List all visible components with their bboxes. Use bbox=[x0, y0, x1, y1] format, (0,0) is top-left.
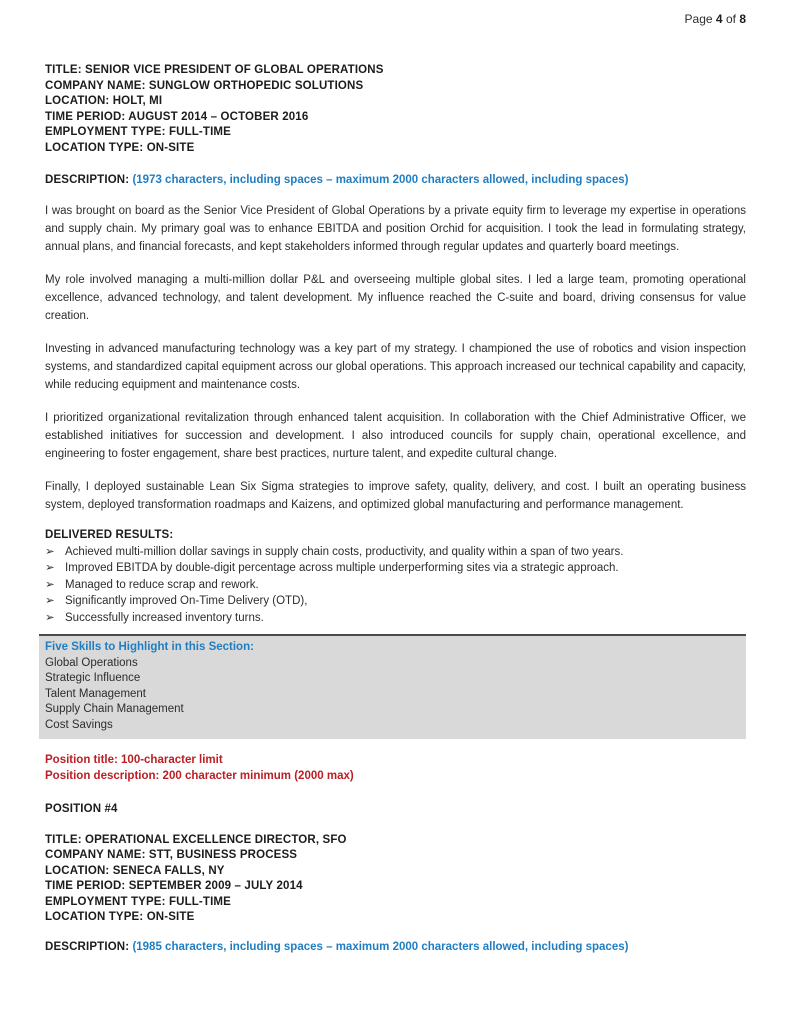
character-count-note: (1973 characters, including spaces – maximum 2000 characters allowed, including spaces) bbox=[132, 174, 629, 186]
list-item bbox=[45, 610, 746, 627]
delivered-results-heading: DELIVERED RESULTS: bbox=[45, 529, 174, 541]
arrow-bullet-icon: ➢ bbox=[45, 611, 55, 624]
page-total: 8 bbox=[739, 12, 746, 26]
note-position-title-limit: Position title: 100-character limit bbox=[45, 754, 223, 766]
list-item bbox=[45, 560, 746, 577]
description-paragraph: I was brought on board as the Senior Vice President of Global Operations by a private equity firm to leverage my expertise in operations and supply chain. My primary goal was to enhance EBITDA and position Orchid for acquisition. I took the lead in formulating strategy, annual plans, and financial forecasts, and kept stakeholders informed through regular updates and quarterly board meetings. bbox=[45, 205, 746, 253]
skill-item: Strategic Influence bbox=[45, 672, 141, 684]
page-number bbox=[45, 12, 746, 27]
list-item-text: Achieved multi-million dollar savings in supply chain costs, productivity, and quality within a span of two years. bbox=[65, 545, 624, 558]
position4-description-line bbox=[45, 939, 746, 955]
field-location-type: LOCATION TYPE: ON-SITE bbox=[45, 141, 195, 154]
list-item bbox=[45, 544, 746, 561]
field-location: LOCATION: HOLT, MI bbox=[45, 95, 163, 107]
list-item-text: Significantly improved On-Time Delivery (OTD), bbox=[65, 595, 308, 607]
of-word: of bbox=[725, 12, 736, 26]
arrow-bullet-icon: ➢ bbox=[45, 595, 55, 607]
list-item bbox=[45, 593, 746, 610]
description-paragraph: Finally, I deployed sustainable Lean Six Sigma strategies to improve safety, quality, delivery, and cost. I built an operating business system, deployed transformation roadmaps and Kaizens, and optimized global manufacturing and performance management. bbox=[45, 481, 746, 511]
skill-item: Supply Chain Management bbox=[45, 703, 184, 715]
field-company: COMPANY NAME: STT, BUSINESS PROCESS bbox=[45, 849, 298, 861]
skill-item: Cost Savings bbox=[45, 718, 113, 731]
delivered-results-list bbox=[45, 544, 746, 627]
character-count-note: (1985 characters, including spaces – maximum 2000 characters allowed, including spaces) bbox=[132, 940, 629, 953]
description-paragraph: I prioritized organizational revitalization through enhanced talent acquisition. In collaboration with the Chief Administrative Officer, we established initiatives for succession and development. I also introduced councils for supply chain, operational excellence, and engineering to foster engagement, share best practices, nurture talent, and expedite cultural change. bbox=[45, 412, 746, 460]
position4-heading: POSITION #4 bbox=[45, 803, 118, 815]
field-title: TITLE: OPERATIONAL EXCELLENCE DIRECTOR, SFO bbox=[45, 833, 347, 846]
character-limit-notes bbox=[45, 753, 746, 784]
field-employment-type: EMPLOYMENT TYPE: FULL-TIME bbox=[45, 126, 231, 138]
position3-description-line bbox=[45, 172, 746, 188]
field-time-period: TIME PERIOD: AUGUST 2014 – OCTOBER 2016 bbox=[45, 110, 309, 123]
arrow-bullet-icon: ➢ bbox=[45, 562, 55, 574]
note-position-description-limit: Position description: 200 character minimum (2000 max) bbox=[45, 769, 354, 782]
skill-item: Global Operations bbox=[45, 656, 138, 669]
list-item-text: Managed to reduce scrap and rework. bbox=[65, 578, 259, 591]
skills-box-heading: Five Skills to Highlight in this Section: bbox=[45, 641, 254, 653]
description-paragraph: Investing in advanced manufacturing technology was a key part of my strategy. I championed the use of robotics and vision inspection systems, and standardized capital equipment across our global operations. This approach increased our technical capability and capacity, while reducing equipment and maintenance costs. bbox=[45, 343, 746, 391]
skills-highlight-box bbox=[39, 634, 746, 739]
position3-fields bbox=[45, 63, 746, 156]
arrow-bullet-icon: ➢ bbox=[45, 545, 55, 558]
skill-item: Talent Management bbox=[45, 687, 147, 700]
description-label: DESCRIPTION: bbox=[45, 174, 130, 186]
list-item bbox=[45, 577, 746, 594]
page-word: Page bbox=[684, 12, 713, 26]
position3-description-body bbox=[45, 202, 746, 514]
field-employment-type: EMPLOYMENT TYPE: FULL-TIME bbox=[45, 895, 231, 908]
field-location-type: LOCATION TYPE: ON-SITE bbox=[45, 911, 195, 923]
page-current: 4 bbox=[715, 12, 723, 26]
field-title: TITLE: SENIOR VICE PRESIDENT OF GLOBAL OPERATIONS bbox=[45, 64, 384, 76]
list-item-text: Improved EBITDA by double-digit percentage across multiple underperforming sites via a strategic approach. bbox=[65, 562, 619, 574]
description-label: DESCRIPTION: bbox=[45, 940, 130, 953]
field-company: COMPANY NAME: SUNGLOW ORTHOPEDIC SOLUTIONS bbox=[45, 79, 364, 92]
field-location: LOCATION: SENECA FALLS, NY bbox=[45, 864, 225, 877]
field-time-period: TIME PERIOD: SEPTEMBER 2009 – JULY 2014 bbox=[45, 880, 303, 892]
arrow-bullet-icon: ➢ bbox=[45, 578, 55, 591]
position4-fields bbox=[45, 833, 746, 926]
description-paragraph: My role involved managing a multi-million dollar P&L and overseeing multiple global sites. I led a large team, promoting operational excellence, advanced technology, and talent development. My influence reached the C-suite and board, driving consensus for value creation. bbox=[45, 274, 746, 322]
list-item-text: Successfully increased inventory turns. bbox=[65, 611, 264, 624]
